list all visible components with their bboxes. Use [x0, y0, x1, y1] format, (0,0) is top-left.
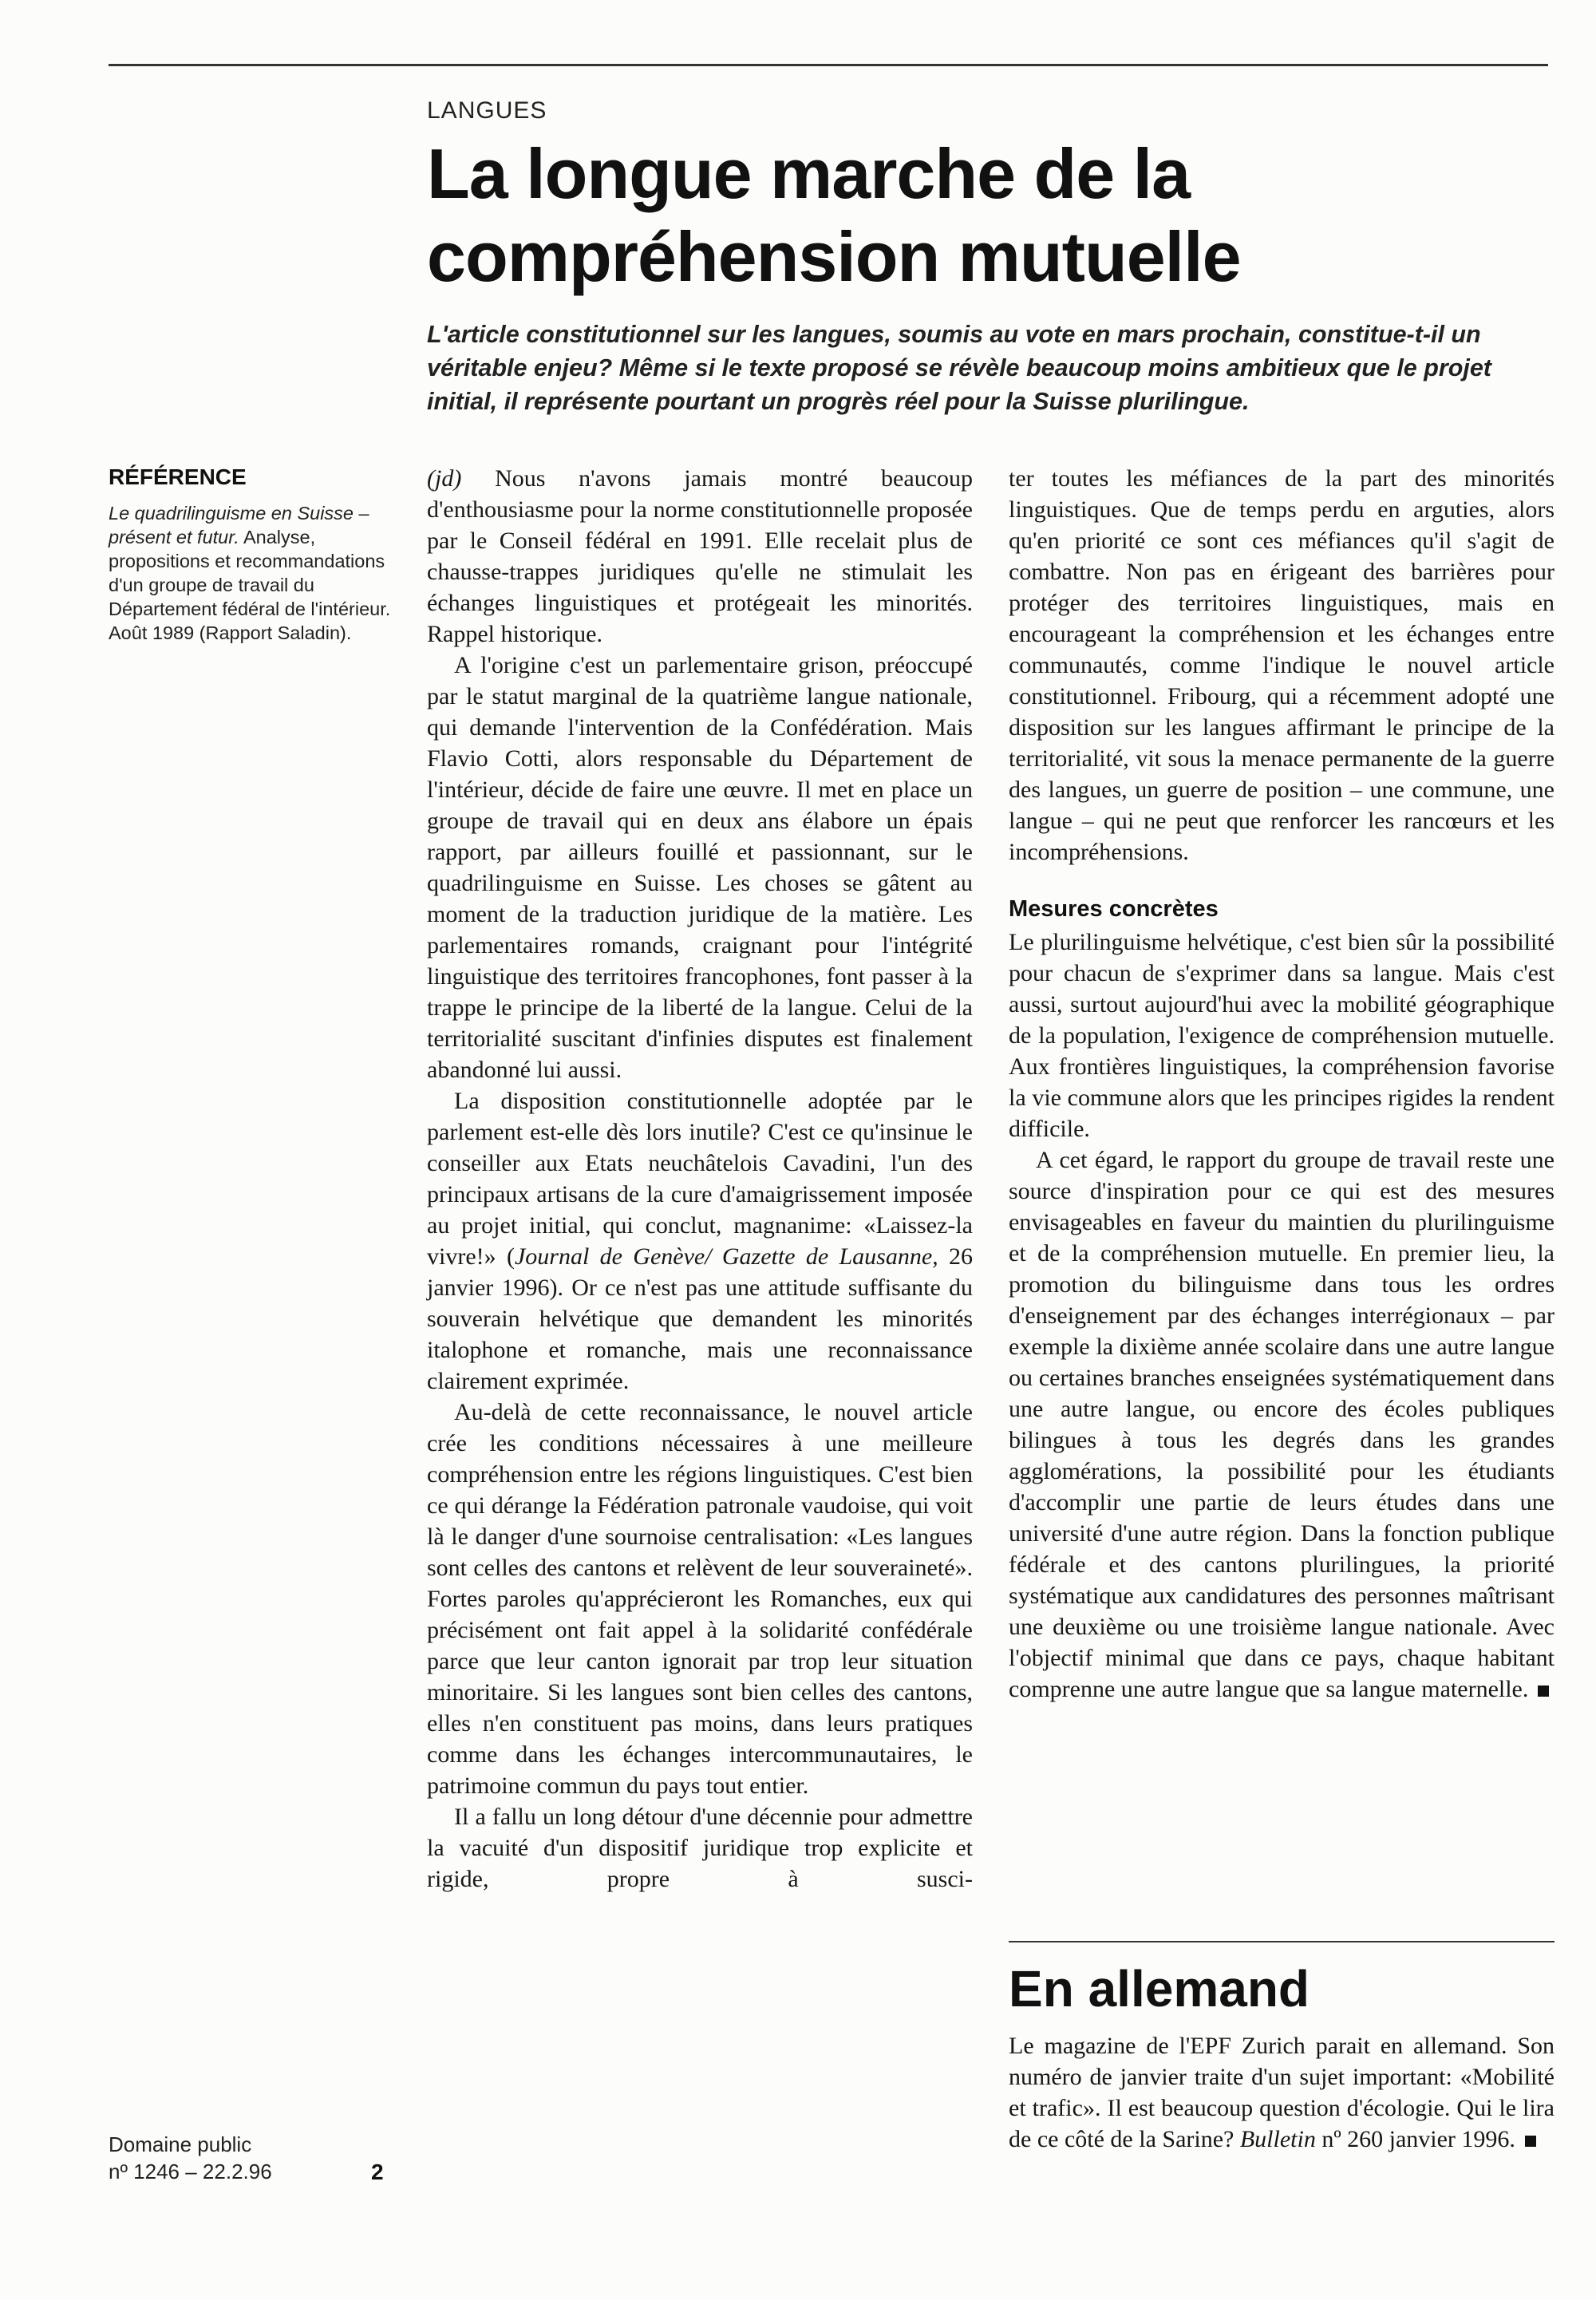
box-rule [1009, 1941, 1555, 1942]
paragraph-5-continued: ter toutes les méfiances de la part des minorités linguistiques. Que de temps perdu en arguties, alors qu'en priorité ce sont ces méfiances qu'il s'agit de combattre. Non pas en érigeant des barrières pour protéger des territoires linguistiques, mais en encourageant la compréhension et les échanges entre communautés, comme l'indique le nouvel article constitutionnel. Fribourg, qui a récemment adopté une disposition sur les langues affirmant le principe de la territorialité, vit sous la menace permanente de la guerre des langues, un guerre de position – une commune, une langue – qui ne peut que renforcer les rancœurs et les incompréhensions. [1009, 465, 1555, 865]
box-title: En allemand [1009, 1960, 1310, 2017]
page-number: 2 [371, 2160, 384, 2184]
reference-heading: RÉFÉRENCE [109, 464, 247, 489]
issue-number: nº 1246 – 22.2.96 [109, 2160, 272, 2183]
title-line-2: compréhension mutuelle [427, 217, 1241, 296]
paragraph-4: Au-delà de cette reconnaissance, le nouvel article crée les conditions nécessaires à une meilleure compréhension entre les régions linguistiques. C'est bien ce qui dérange la Fédération patronale vaudoise, qui voit là le danger d'une sournoise centralisation: «Les langues sont celles des cantons et relèvent de leur souveraineté». Fortes paroles qu'apprécieront les Romanches, eux qui précisément ont fait appel à la solidarité confédérale parce que leur canton ignorait par trop leur situation minoritaire. Si les langues sont bien celles des cantons, elles n'en constituent pas moins, dans leurs pratiques comme dans les échanges intercommunautaires, le patrimoine commun du pays tout entier. [427, 1399, 973, 1799]
article-lead: L'article constitutionnel sur les langues, soumis au vote en mars prochain, constitue-t-il un véritable enjeu? Même si le texte proposé se révèle beaucoup moins ambitieux que le projet initial, il représente pourtant un progrès réel pour la Suisse plurilingue. [427, 321, 1491, 415]
publication-name: Domaine public [109, 2132, 252, 2156]
paragraph-3-text-a: La disposition constitutionnelle adoptée par le parlement est-elle dès lors inutile? C'est ce qu'insinue le conseiller aux Etats neuchâtelois Cavadini, l'un des principaux artisans de la cure d'amaigrissement imposée au projet initial, qui conclut, magnanime: «Laissez-la vivre!» ( [427, 1088, 973, 1270]
section-label: LANGUES [427, 97, 547, 124]
paragraph-6: Le plurilinguisme helvétique, c'est bien sûr la possibilité pour chacun de s'exprimer dans sa langue. Mais c'est aussi, surtout aujourd'hui avec la mobilité géographique de la population, l'exigence de compréhension mutuelle. Aux frontières linguistiques, la compréhension favorise la vie commune alors que les principes rigides la rendent difficile. [1009, 929, 1555, 1142]
reference-text [109, 501, 396, 645]
author-initials: (jd) [427, 465, 462, 492]
paragraph-3 [427, 1085, 973, 1397]
article-column-2 [1009, 463, 1555, 1705]
box-text-a: Le magazine de l'EPF Zurich parait en allemand. Son numéro de janvier traite d'un sujet important: «Mobilité et trafic». Il est beaucoup question d'écologie. Qui le lira de ce côté de la Sarine? [1009, 2033, 1555, 2152]
end-mark-icon [1538, 1685, 1549, 1697]
paragraph-3-text-b: 26 janvier 1996). Or ce n'est pas une attitude suffisante du souverain helvétique que demandent les minorités italophone et romanche, mais une reconnaissance clairement exprimée. [427, 1243, 974, 1394]
article-title [427, 132, 1544, 298]
paragraph-7-text: A cet égard, le rapport du groupe de travail reste une source d'inspiration pour ce qui est des mesures envisageables en faveur du maintien du plurilinguisme et de la compréhension mutuelle. En premier lieu, la promotion du bilinguisme dans tous les ordres d'enseignement par des échanges interrégionaux – par exemple la dixième année scolaire dans une autre langue ou certaines branches enseignées systématiquement dans une autre langue, ou encore des écoles publiques bilingues à tous les degrés dans les grandes agglomérations, la possibilité pour les étudiants d'accomplir une partie de leurs études dans une université d'une autre région. Dans la fonction publique fédérale et des cantons plurilingues, la priorité systématique aux candidatures des personnes maîtrisant une deuxième ou une troisième langue nationale. Avec l'objectif minimal que dans ce pays, chaque habitant comprenne une autre langue que sa langue maternelle. [1009, 1147, 1555, 1702]
reference-details: Analyse, propositions et recommandations d'un groupe de travail du Département fédéral de l'intérieur. Août 1989 (Rapport Saladin). [109, 527, 391, 643]
box-text-b: nº 260 janvier 1996. [1315, 2126, 1515, 2152]
reference-sidebar [109, 464, 396, 645]
end-mark-icon [1525, 2136, 1536, 2147]
sidebar-box-en-allemand [1009, 1941, 1555, 2155]
paragraph-7 [1009, 1144, 1555, 1705]
paragraph-2: A l'origine c'est un parlementaire grison, préoccupé par le statut marginal de la quatrième langue nationale, qui demande l'intervention de la Confédération. Mais Flavio Cotti, alors responsable du Département de l'intérieur, décide de faire une œuvre. Il met en place un groupe de travail qui en deux ans élabore un épais rapport, par ailleurs fouillé et passionnant, sur le quadrilinguisme en Suisse. Les choses se gâtent au moment de la traduction juridique de la matière. Les parlementaires romands, craignant pour l'intégrité linguistique des territoires francophones, font passer à la trappe le principe de la liberté de la langue. Celui de la territorialité suscitant d'infinies disputes est finalement abandonné lui aussi. [427, 652, 973, 1083]
paragraph-5-start: Il a fallu un long détour d'une décennie pour admettre la vacuité d'un dispositif juridique trop explicite et rigide, propre à susci- [427, 1804, 973, 1892]
article-column-1 [427, 463, 973, 1895]
newspaper-source: Journal de Genève/ Gazette de Lausanne, [514, 1243, 938, 1270]
bulletin-source: Bulletin [1239, 2126, 1316, 2152]
page-footer [109, 2131, 396, 2185]
box-text [1009, 2030, 1555, 2155]
top-rule [109, 64, 1548, 66]
subheading: Mesures concrètes [1009, 896, 1219, 922]
paragraph-1-text: Nous n'avons jamais montré beaucoup d'enthousiasme pour la norme constitutionnelle proposée par le Conseil fédéral en 1991. Elle recelait plus de chausse-trappes juridiques qu'elle ne stimulait les échanges linguistiques et protégeait les minorités. Rappel historique. [427, 465, 974, 647]
paragraph-1 [427, 463, 973, 650]
reference-title: Le quadrilinguisme en Suisse – présent et futur. [109, 503, 369, 547]
title-line-1: La longue marche de la [427, 134, 1191, 213]
